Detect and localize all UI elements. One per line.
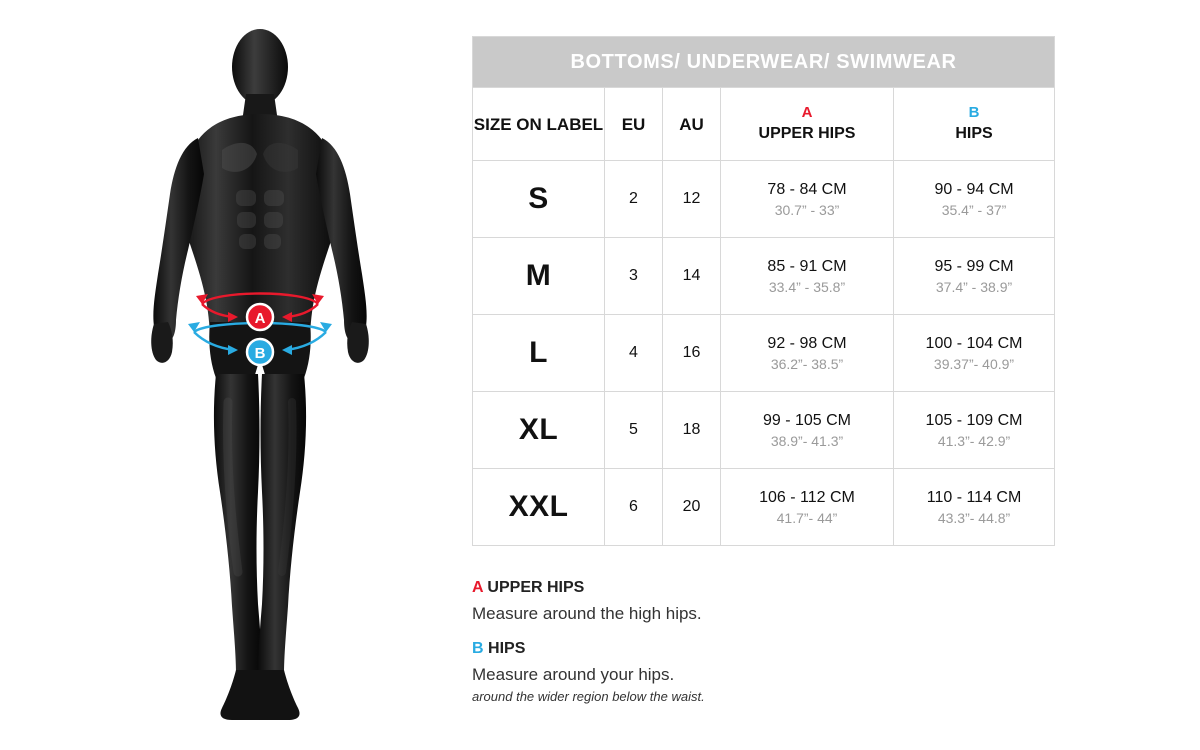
table-title: BOTTOMS/ UNDERWEAR/ SWIMWEAR [473, 37, 1055, 88]
legend-marker-b: B [472, 640, 484, 657]
marker-a-letter: A [254, 310, 266, 327]
cell-upper-hips-cm: 106 - 112 CM [759, 488, 855, 506]
legend-hips-subnote: around the wider region below the waist. [472, 689, 705, 704]
cell-size: L [473, 315, 605, 392]
cell-hips-in: 37.4” - 38.9” [935, 278, 1013, 295]
table-row [473, 315, 1055, 392]
cell-hips [894, 315, 1055, 392]
cell-upper-hips-cm: 85 - 91 CM [767, 257, 847, 275]
cell-upper-hips [721, 469, 894, 546]
cell-hips [894, 161, 1055, 238]
cell-eu: 5 [605, 392, 663, 469]
cell-au: 20 [663, 469, 721, 546]
cell-upper-hips [721, 238, 894, 315]
cell-hips [894, 469, 1055, 546]
cell-hips-cm: 95 - 99 CM [934, 257, 1014, 275]
marker-a-badge [247, 304, 273, 330]
legend-upper-hips-title: UPPER HIPS [487, 579, 585, 596]
table-row [473, 238, 1055, 315]
cell-hips-in: 41.3”- 42.9” [937, 432, 1011, 449]
cell-hips-cm: 110 - 114 CM [926, 488, 1022, 506]
table-row [473, 469, 1055, 546]
cell-upper-hips-cm: 78 - 84 CM [767, 180, 847, 198]
column-header-hips [894, 88, 1055, 161]
cell-eu: 4 [605, 315, 663, 392]
marker-b-letter: B [254, 345, 266, 362]
column-header-size-label: SIZE ON LABEL [473, 88, 605, 161]
legend-hips-title: HIPS [488, 640, 526, 657]
table-row [473, 161, 1055, 238]
cell-hips-cm: 90 - 94 CM [934, 180, 1014, 198]
mannequin-figure-panel [0, 0, 460, 750]
cell-hips-in: 35.4” - 37” [941, 201, 1007, 218]
legend-marker-a: A [472, 579, 483, 596]
cell-upper-hips-cm: 92 - 98 CM [767, 334, 847, 352]
cell-size: XL [473, 392, 605, 469]
cell-au: 16 [663, 315, 721, 392]
cell-size: S [473, 161, 605, 238]
cell-hips-in: 39.37”- 40.9” [933, 355, 1015, 372]
legend-upper-hips-description: Measure around the high hips. [472, 604, 702, 623]
legend-item-upper-hips [472, 578, 1072, 625]
cell-au: 12 [663, 161, 721, 238]
cell-size: M [473, 238, 605, 315]
upper-hips-marker-letter: A [801, 104, 813, 121]
hips-marker-letter: B [968, 104, 980, 121]
column-header-eu: EU [605, 88, 663, 161]
cell-upper-hips-in: 36.2”- 38.5” [770, 355, 844, 372]
cell-eu: 6 [605, 469, 663, 546]
upper-hips-caption: UPPER HIPS [758, 125, 856, 142]
measurement-legend [472, 578, 1072, 720]
cell-hips [894, 392, 1055, 469]
legend-item-hips [472, 639, 1072, 706]
cell-eu: 2 [605, 161, 663, 238]
cell-upper-hips-in: 33.4” - 35.8” [768, 278, 846, 295]
cell-upper-hips-cm: 99 - 105 CM [762, 411, 852, 429]
cell-upper-hips-in: 38.9”- 41.3” [770, 432, 844, 449]
table-title-row [473, 37, 1055, 88]
size-table [472, 36, 1055, 546]
cell-hips-in: 43.3”- 44.8” [937, 509, 1011, 526]
mannequin-illustration [110, 22, 410, 732]
cell-hips-cm: 105 - 109 CM [925, 411, 1023, 429]
cell-upper-hips [721, 161, 894, 238]
cell-au: 18 [663, 392, 721, 469]
cell-upper-hips [721, 392, 894, 469]
column-header-au: AU [663, 88, 721, 161]
column-header-upper-hips [721, 88, 894, 161]
legend-upper-hips-heading [472, 578, 1072, 598]
legend-hips-heading [472, 639, 1072, 659]
cell-upper-hips-in: 30.7” - 33” [774, 201, 840, 218]
cell-au: 14 [663, 238, 721, 315]
legend-hips-description: Measure around your hips. [472, 665, 675, 684]
marker-b-badge [247, 339, 273, 365]
cell-size: XXL [473, 469, 605, 546]
hips-caption: HIPS [955, 125, 993, 142]
cell-hips [894, 238, 1055, 315]
table-header-row [473, 88, 1055, 161]
cell-eu: 3 [605, 238, 663, 315]
cell-upper-hips [721, 315, 894, 392]
cell-upper-hips-in: 41.7”- 44” [776, 509, 838, 526]
size-table-container [472, 36, 1054, 546]
table-row [473, 392, 1055, 469]
cell-hips-cm: 100 - 104 CM [925, 334, 1023, 352]
